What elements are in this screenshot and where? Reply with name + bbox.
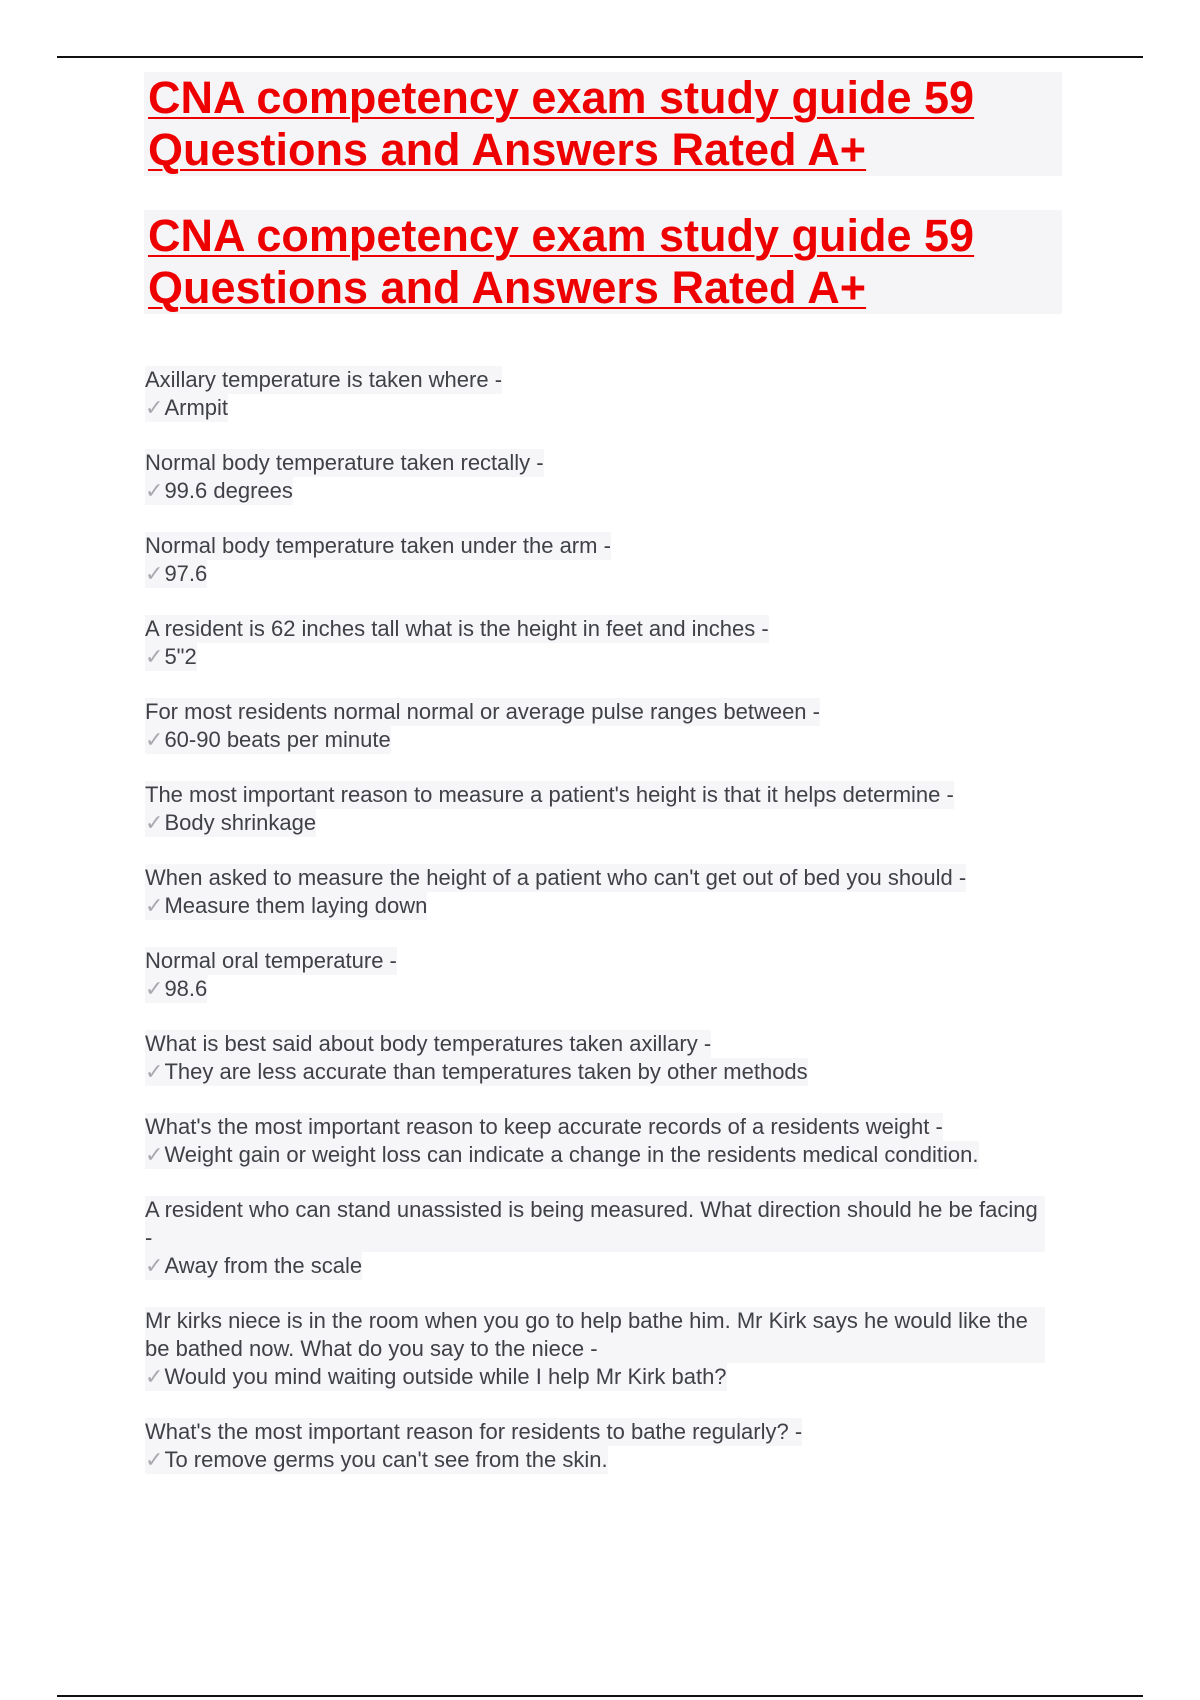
answer-text: They are less accurate than temperatures taken by other methods <box>164 1059 808 1084</box>
answer-text: To remove germs you can't see from the skin. <box>164 1447 608 1472</box>
answer-text: Armpit <box>164 395 228 420</box>
question-text: What is best said about body temperatures taken axillary - <box>145 1031 712 1056</box>
answer-line <box>145 1446 608 1474</box>
qa-item <box>145 366 1065 422</box>
question-text: Mr kirks niece is in the room when you go to help bathe him. Mr Kirk says he would like the be bathed now. What do you say to the niece - <box>145 1307 1045 1363</box>
document-title-repeat: CNA competency exam study guide 59 Questions and Answers Rated A+ <box>144 210 1062 314</box>
check-mark-icon: ✓ <box>145 1142 164 1167</box>
answer-line <box>145 643 197 671</box>
qa-item <box>145 1030 1065 1086</box>
check-mark-icon: ✓ <box>145 1253 164 1278</box>
answer-text: 97.6 <box>164 561 208 586</box>
question-text: What's the most important reason for residents to bathe regularly? - <box>145 1419 803 1444</box>
check-mark-icon: ✓ <box>145 644 164 669</box>
answer-text: 60-90 beats per minute <box>164 727 391 752</box>
check-mark-icon: ✓ <box>145 810 164 835</box>
question-text: Axillary temperature is taken where - <box>145 367 503 392</box>
qa-item <box>145 449 1065 505</box>
question-text: Normal oral temperature - <box>145 948 397 973</box>
check-mark-icon: ✓ <box>145 1364 164 1389</box>
qa-list <box>145 366 1065 1501</box>
check-mark-icon: ✓ <box>145 1447 164 1472</box>
answer-text: 5"2 <box>164 644 197 669</box>
check-mark-icon: ✓ <box>145 976 164 1001</box>
qa-item <box>145 1113 1065 1169</box>
question-text: A resident who can stand unassisted is being measured. What direction should he be facing - <box>145 1196 1045 1252</box>
answer-line <box>145 477 293 505</box>
qa-item <box>145 1196 1065 1280</box>
check-mark-icon: ✓ <box>145 561 164 586</box>
answer-line <box>145 892 427 920</box>
answer-text: 99.6 degrees <box>164 478 293 503</box>
qa-item <box>145 864 1065 920</box>
answer-line <box>145 1252 362 1280</box>
answer-line <box>145 1058 808 1086</box>
document-title: CNA competency exam study guide 59 Questions and Answers Rated A+ <box>144 72 1062 176</box>
qa-item <box>145 532 1065 588</box>
question-text: A resident is 62 inches tall what is the height in feet and inches - <box>145 616 769 641</box>
check-mark-icon: ✓ <box>145 727 164 752</box>
answer-text: Body shrinkage <box>164 810 317 835</box>
check-mark-icon: ✓ <box>145 893 164 918</box>
answer-line <box>145 560 207 588</box>
answer-line <box>145 394 228 422</box>
footer-rule <box>57 1695 1143 1697</box>
check-mark-icon: ✓ <box>145 395 164 420</box>
check-mark-icon: ✓ <box>145 1059 164 1084</box>
answer-line <box>145 1141 979 1169</box>
question-text: What's the most important reason to keep accurate records of a residents weight - <box>145 1114 943 1139</box>
question-text: Normal body temperature taken rectally - <box>145 450 544 475</box>
answer-text: Measure them laying down <box>164 893 428 918</box>
answer-line <box>145 975 207 1003</box>
answer-line <box>145 809 316 837</box>
header-rule <box>57 56 1143 58</box>
question-text: For most residents normal normal or average pulse ranges between - <box>145 699 820 724</box>
question-text: When asked to measure the height of a patient who can't get out of bed you should - <box>145 865 967 890</box>
question-text: Normal body temperature taken under the arm - <box>145 533 611 558</box>
answer-text: Would you mind waiting outside while I help Mr Kirk bath? <box>164 1364 727 1389</box>
answer-line <box>145 726 391 754</box>
answer-text: Weight gain or weight loss can indicate a change in the residents medical condition. <box>164 1142 979 1167</box>
answer-text: Away from the scale <box>164 1253 363 1278</box>
qa-item <box>145 698 1065 754</box>
qa-item <box>145 615 1065 671</box>
qa-item <box>145 1307 1065 1391</box>
question-text: The most important reason to measure a patient's height is that it helps determine - <box>145 782 954 807</box>
qa-item <box>145 1418 1065 1474</box>
qa-item <box>145 781 1065 837</box>
answer-line <box>145 1363 727 1391</box>
qa-item <box>145 947 1065 1003</box>
check-mark-icon: ✓ <box>145 478 164 503</box>
answer-text: 98.6 <box>164 976 208 1001</box>
